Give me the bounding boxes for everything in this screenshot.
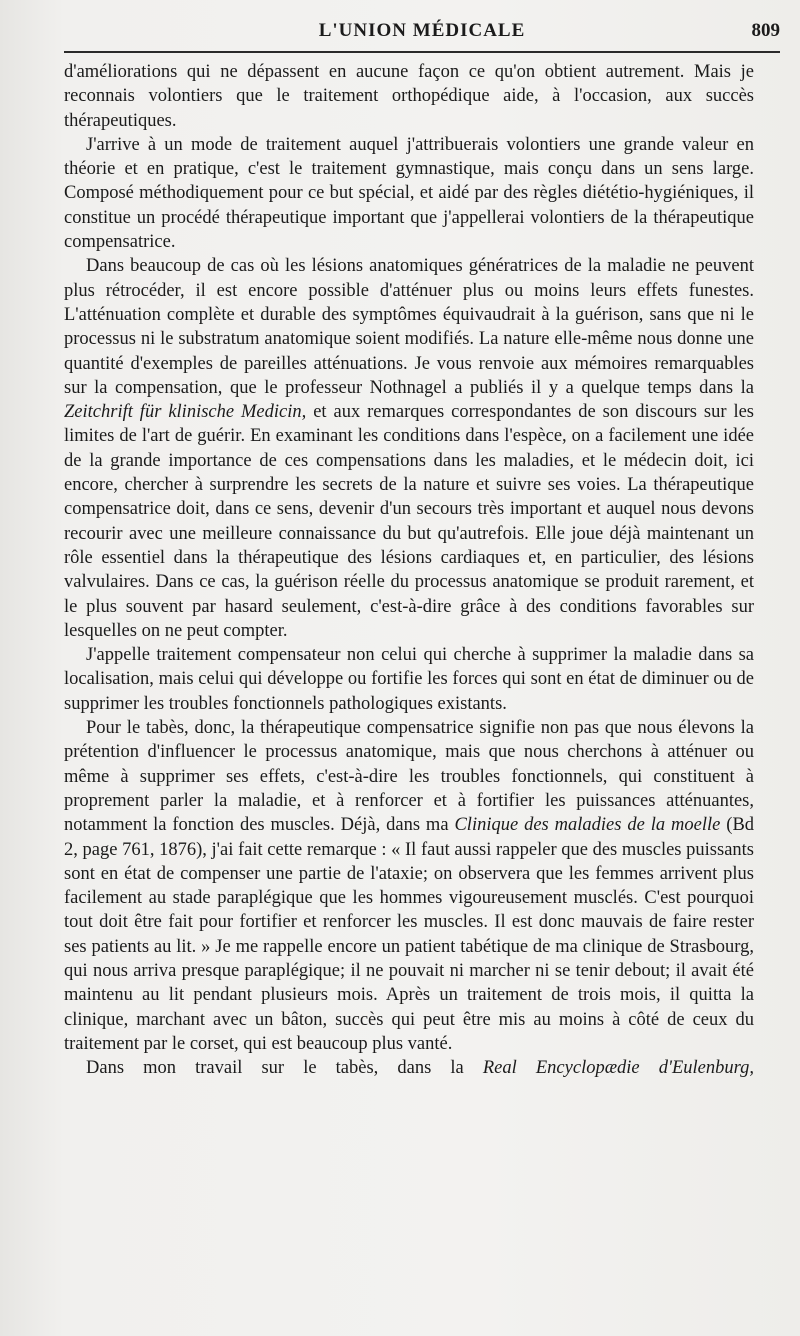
- paragraph-1-text: d'améliorations qui ne dépassent en aucune façon ce qu'on obtient autrement. Mais je reconnais volontiers que le traitement orthopédique aide, à l'occasion, aux succès thérapeutiques.: [64, 62, 754, 131]
- book-title: Clinique des maladies de la moelle: [454, 815, 721, 836]
- paragraph-5-text-a: Pour le tabès, donc, la thérapeutique compensatrice signifie non pas que nous élevons la prétention d'influencer le processus anatomique, mais que nous cherchons à atténuer ou même à supprimer ses effets, c'est-à-dire les troubles fonctionnels, qui constituent à proprement parler la maladie, et à renforcer et à fortifier les puissances atténuantes, notamment la fonction des muscles. Déjà, dans ma: [64, 718, 754, 836]
- paragraph-3: [64, 254, 754, 643]
- paragraph-6: [64, 1056, 754, 1080]
- running-title: L'UNION MÉDICALE: [318, 20, 526, 41]
- paragraph-4: [64, 643, 754, 716]
- paragraph-3-text-b: et aux remarques correspondantes de son discours sur les limites de l'art de guérir. En examinant les conditions dans l'espèce, on a facilement une idée de la grande importance de ces compensations dans les maladies, et le médecin doit, ici encore, chercher à surprendre les secrets de la nature et suivre ses voies. La thérapeutique compensatrice doit, dans ce sens, devenir d'un secours très important et auquel nous devons recourir avec une meilleure connaissance du but qu'autrefois. Elle joue déjà maintenant un rôle essentiel dans la thérapeutique des lésions cardiaques et, en particulier, des lésions valvulaires. Dans ce cas, la guérison réelle du processus anatomique se produit rarement, et le plus souvent par hasard seulement, c'est-à-dire grâce à des conditions favorables sur lesquelles on ne peut compter.: [64, 402, 754, 641]
- body-text: [64, 60, 754, 1080]
- page-number: 809: [751, 20, 780, 41]
- paragraph-6-text: Dans mon travail sur le tabès, dans la: [86, 1058, 464, 1079]
- page-header: [64, 20, 780, 48]
- encyclopedia-reference: Real Encyclopædie d'Eulenburg,: [482, 1058, 754, 1079]
- journal-title: Zeitchrift für klinische Medicin,: [64, 402, 307, 423]
- header-rule: [64, 51, 780, 53]
- paragraph-2-text: J'arrive à un mode de traitement auquel j'attribuerais volontiers une grande valeur en théorie et en pratique, c'est le traitement gymnastique, mais conçu dans un sens large. Composé méthodiquement pour ce but spécial, et aidé par des règles diététio-hygiéniques, il constitue un procédé thérapeutique important que j'appellerai volontiers de la thérapeutique compensatrice.: [64, 134, 754, 253]
- paragraph-5: [64, 716, 754, 1056]
- paragraph-2: [64, 133, 754, 254]
- paragraph-1: [64, 60, 754, 133]
- paragraph-3-text-a: Dans beaucoup de cas où les lésions anatomiques génératrices de la maladie ne peuvent plus rétrocéder, il est encore possible d'atténuer plus ou moins leurs effets funestes. L'atténuation complète et durable des symptômes équivaudrait à la guérison, sans que ni le processus ni le substratum anatomique soient modifiés. La nature elle-même nous donne une quantité d'exemples de pareilles atténuations. Je vous renvoie aux mémoires remarquables sur la compensation, que le professeur Nothnagel a publiés il y a quelque temps dans la: [64, 256, 754, 398]
- paragraph-5-text-b: (Bd 2, page 761, 1876), j'ai fait cette remarque : « Il faut aussi rappeler que des muscles puissants sont en état de compenser une partie de l'ataxie; on observera que les femmes arrivent plus facilement au stade paraplégique que les hommes vigoureusement musclés. C'est pourquoi tout doit être fait pour fortifier et renforcer les muscles. Il est donc mauvais de faire rester ses patients au lit. » Je me rappelle encore un patient tabétique de ma clinique de Strasbourg, qui nous arriva presque paraplégique; il ne pouvait ni marcher ni se tenir debout; il avait été maintenu au lit pendant plusieurs mois. Après un traitement de trois mois, il quitta la clinique, marchant avec un bâton, succès qui peut être mis au moins à côté de ceux du traitement par le corset, qui est beaucoup plus vanté.: [64, 815, 755, 1054]
- paragraph-4-text: J'appelle traitement compensateur non celui qui cherche à supprimer la maladie dans sa localisation, mais celui qui développe ou fortifie les forces qui sont en état de diminuer ou de supprimer les troubles fonctionnels pathologiques existants.: [64, 645, 754, 714]
